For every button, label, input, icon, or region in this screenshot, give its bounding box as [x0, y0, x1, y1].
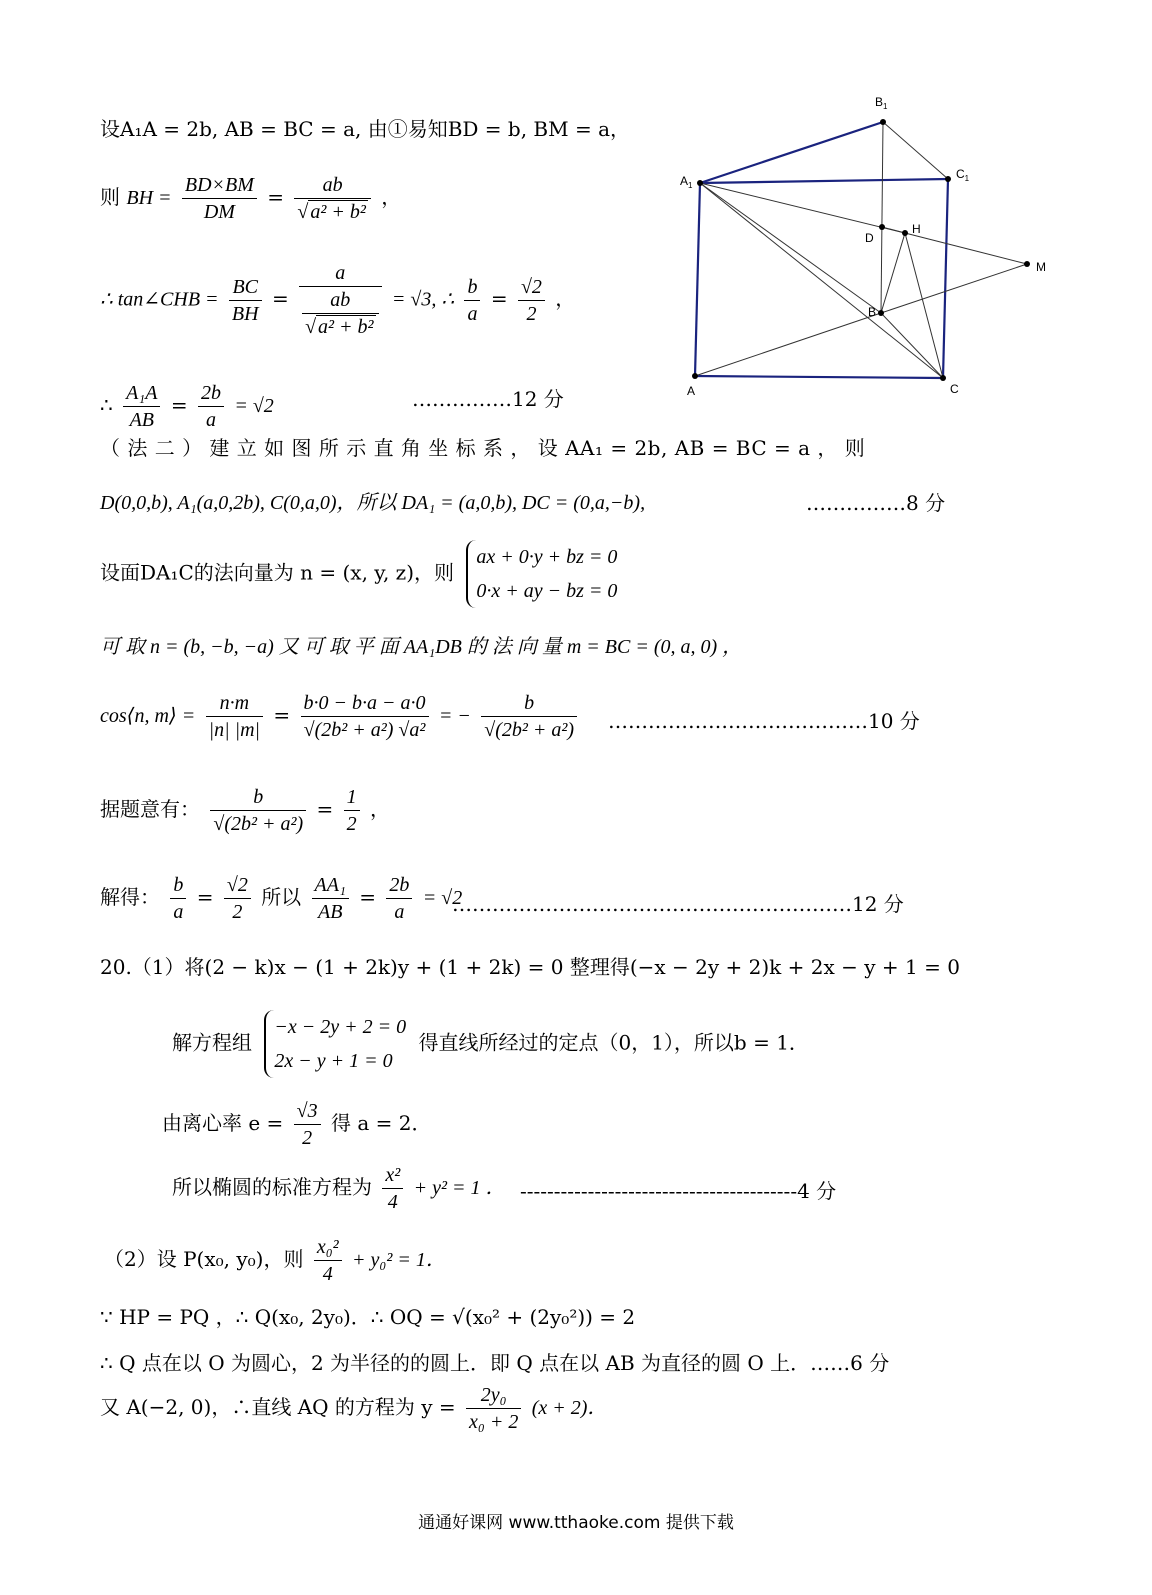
line-12: 20.（1）将(2 − k)x − (1 + 2k)y + (1 + 2k) = 0 整理得(−x − 2y + 2)k + 2x − y + 1 = 0 — [100, 955, 960, 979]
line-19: 又 A(−2, 0)，∴直线 AQ 的方程为 y = $\frac{\text{2y₀}}{\text{x₀ + 2}}$ (x + 2)． — [100, 1384, 608, 1433]
point-c — [940, 375, 946, 381]
line-11: 解得： $\frac{b}{a}$ = $\frac{√2}{2}$ 所以 $\frac{\text{AA₁}}{AB}$ = $\frac{2b}{a}$ = √2 — [100, 874, 463, 923]
fraction: $\frac{2b}{a}$ — [386, 872, 412, 925]
geometry-figure — [660, 88, 1060, 408]
edge-c1-c — [943, 179, 948, 378]
fraction: $\frac{BD\times BM}{DM}$ — [182, 172, 257, 225]
score-8: ……………8 分 — [806, 491, 946, 515]
fraction: $\frac{\text{x₀²}}{4}$ — [314, 1234, 342, 1287]
line-15: 所以椭圆的标准方程为 $\frac{\text{x²}}{4}$ + y² = 1 ． — [172, 1164, 506, 1213]
label-a1: $A_1$ — [680, 174, 693, 190]
fraction: $\frac{a}{\frac{ab}{\text{√ a² + b²}}}$ — [299, 260, 381, 340]
line-16: （2）设 P(x₀, y₀)，则 $\frac{\text{x₀²}}{4}$ + y₀² = 1． — [104, 1236, 446, 1285]
score-12-a: ……………12 分 — [412, 387, 564, 411]
point-b1 — [880, 119, 886, 125]
fraction: $\frac{b}{\text{√(2b² + a²)}}$ — [210, 784, 306, 837]
formula: BH = — [126, 187, 172, 209]
fraction: $\frac{√3}{2}$ — [294, 1098, 321, 1151]
line-h-m — [905, 233, 1027, 264]
fraction: $\frac{2b}{a}$ — [198, 380, 224, 433]
score-12-b: ……………………………………………………12 分 — [452, 892, 904, 916]
score-10: …………………………………10 分 — [608, 709, 920, 733]
line-14: 由离心率 e = $\frac{√3}{2}$ 得 a = 2． — [162, 1100, 432, 1149]
line-b-c — [881, 313, 943, 378]
label-h: H — [912, 222, 921, 236]
fraction: $\frac{ab}{\text{√ a² + b²}}$ — [294, 172, 370, 225]
line-a1-b — [700, 183, 881, 313]
label-m: M — [1036, 260, 1046, 274]
line-a-b — [695, 313, 881, 376]
label-c: C — [950, 382, 959, 396]
score-4: -----------------------------------------4 分 — [520, 1179, 837, 1203]
fraction: $\frac{b}{a}$ — [170, 872, 186, 925]
line-d-h — [882, 227, 905, 233]
line-3: ∴ tan∠CHB = $\frac{BC}{BH}$ = $\frac{a}{\frac{ab}{\text{√ a² + b²}}}$ = √3, ∴ $\frac{b}{a}$ = $\frac{√2}{2}$ ， — [100, 262, 576, 338]
point-a — [692, 373, 698, 379]
label-c1: $C_1$ — [956, 167, 970, 183]
line-9: cos⟨n, m⟩ = $\frac{n\cdot m}{|n| |m|}$ = $\frac{b\cdot 0 - b\cdot a - a\cdot 0}{\text{√(2b² + a²) √a²}}$ = − $\frac{b}{\text{√(2b² + a²)}}$ — [100, 690, 581, 743]
line-h-b — [881, 233, 905, 313]
fraction: $\frac{b}{\text{√(2b² + a²)}}$ — [481, 690, 577, 743]
vertices — [692, 119, 1030, 381]
edge-a-c — [695, 376, 943, 378]
point-m — [1024, 261, 1030, 267]
prism-frame — [695, 122, 948, 378]
footer: 通通好课网 www.tthaoke.com 提供下载 — [418, 1513, 734, 1533]
fraction: $\frac{√2}{2}$ — [224, 872, 251, 925]
line-1: 设A₁A = 2b, AB = BC = a, 由①易知BD = b, BM = a， — [100, 117, 631, 141]
line-8: 可 取 n = (b, −b, −a) 又 可 取 平 面 AA₁DB 的 法 向 量 m = BC = (0, a, 0) ， — [100, 636, 743, 658]
point-a1 — [697, 180, 703, 186]
line-h-c — [905, 233, 943, 378]
label-a: A — [687, 384, 696, 398]
fraction: $\frac{√2}{2}$ — [518, 274, 545, 327]
formula: ∴ tan∠CHB = — [100, 288, 219, 311]
edge-b1-c1 — [883, 122, 948, 179]
construction-lines — [695, 122, 1027, 378]
equation-system: −x − 2y + 2 = 0 2x − y + 1 = 0 — [264, 1010, 406, 1078]
fraction: $\frac{b\cdot 0 - b\cdot a - a\cdot 0}{\text{√(2b² + a²) √a²}}$ — [301, 690, 429, 743]
fraction: $\frac{b}{a}$ — [464, 274, 480, 327]
edge-a1-b1 — [700, 122, 883, 183]
fraction: $\frac{\text{x²}}{4}$ — [382, 1162, 403, 1215]
fraction: $\frac{n\cdot m}{|n| |m|}$ — [206, 690, 263, 743]
label-b1: $B_1$ — [875, 95, 888, 111]
fraction: $\frac{BC}{BH}$ — [229, 274, 262, 327]
equation-system: ax + 0·y + bz = 0 0·x + ay − bz = 0 — [466, 540, 617, 608]
line-17: ∵ HP = PQ ，∴ Q(x₀, 2y₀)．∴ OQ = √(x₀² + (2y₀²)) = 2 — [100, 1305, 636, 1329]
label-d: D — [865, 231, 874, 245]
fraction: $\frac{1}{2}$ — [344, 784, 360, 837]
text: 则 — [100, 185, 120, 209]
point-h — [902, 230, 908, 236]
point-d — [879, 224, 885, 230]
line-2: 则 BH = $\frac{BD\times BM}{DM}$ = $\frac{ab}{\text{√ a² + b²}}$ ， — [100, 174, 402, 223]
line-b-m — [881, 264, 1027, 313]
line-18: ∴ Q 点在以 O 为圆心，2 为半径的的圆上．即 Q 点在以 AB 为直径的圆 O 上．……6 分 — [100, 1351, 890, 1375]
fraction: $\frac{\text{2y₀}}{\text{x₀ + 2}}$ — [466, 1382, 521, 1435]
line-6: D(0,0,b), A₁(a,0,2b), C(0,a,0)，所以 DA₁ = (a,0,b), DC = (0,a,−b), — [100, 492, 646, 514]
point-c1 — [945, 176, 951, 182]
line-4: ∴ $\frac{\text{A₁A}}{AB}$ = $\frac{2b}{a}$ = √2 — [100, 382, 274, 431]
fraction: $\frac{\text{AA₁}}{AB}$ — [312, 872, 349, 925]
point-b — [878, 310, 884, 316]
edge-a1-c1 — [700, 179, 948, 183]
line-10: 据题意有： $\frac{b}{\text{√(2b² + a²)}}$ = $\frac{1}{2}$ ， — [100, 786, 390, 835]
edge-b1-b — [881, 122, 883, 313]
line-13: 解方程组 −x − 2y + 2 = 0 2x − y + 1 = 0 得直线所经过的定点（0，1），所以b = 1． — [172, 1010, 809, 1078]
label-b: B — [868, 305, 877, 319]
line-5: （ 法 二 ） 建 立 如 图 所 示 直 角 坐 标 系 ， 设 AA₁ = 2b, AB = BC = a ， 则 — [100, 436, 866, 460]
edge-a1-a — [695, 183, 700, 376]
fraction: $\frac{\text{A₁A}}{AB}$ — [123, 380, 160, 433]
line-7: 设面DA₁C的法向量为 n = (x, y, z)，则 ax + 0·y + bz = 0 0·x + ay − bz = 0 — [100, 540, 623, 608]
